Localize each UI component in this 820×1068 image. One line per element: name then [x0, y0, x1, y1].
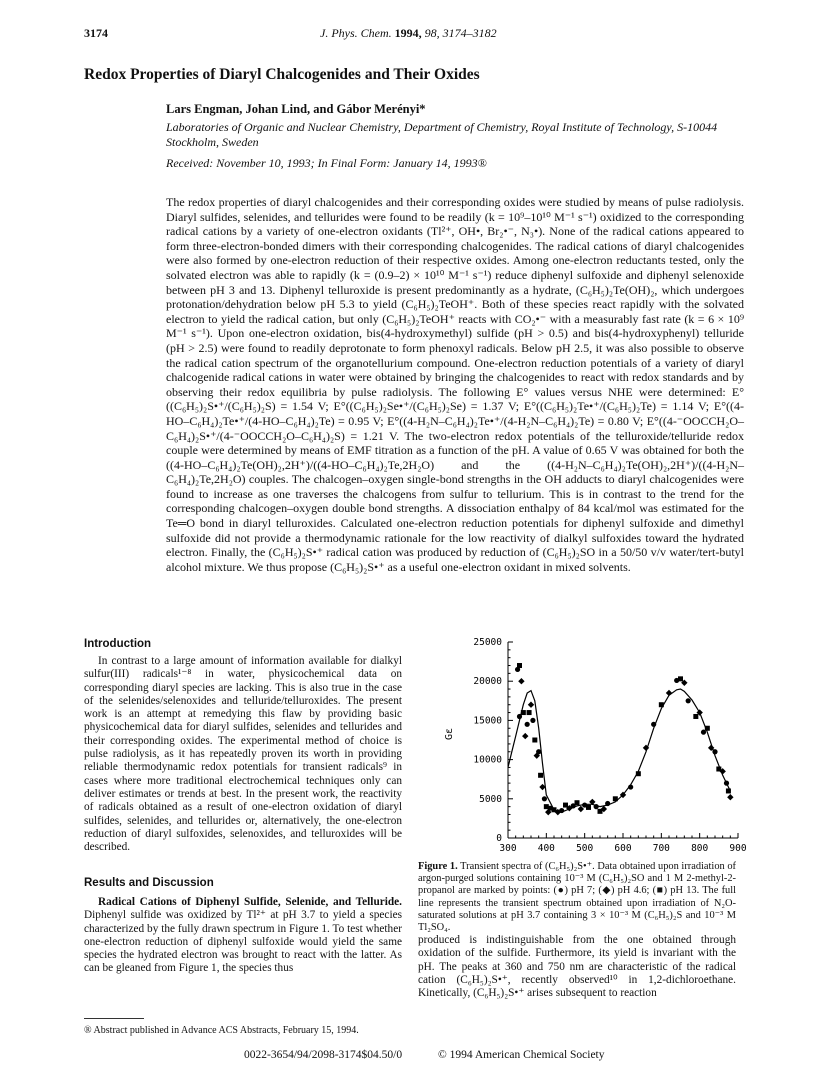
results-subheading: Radical Cations of Diphenyl Sulfide, Selenide, and Telluride.	[98, 896, 402, 908]
x-tick-label-3: 600	[614, 843, 632, 854]
x-tick-label-2: 500	[576, 843, 594, 854]
issn-line: 0022-3654/94/2098-3174$04.50/0	[244, 1049, 403, 1061]
data-point	[686, 698, 691, 703]
y-tick-label-3: 15000	[473, 715, 502, 727]
y-tick-label-5: 25000	[473, 637, 502, 648]
data-point	[727, 794, 733, 800]
data-point	[517, 663, 522, 668]
data-point	[651, 722, 656, 727]
data-point	[528, 702, 534, 708]
chart-ticks	[473, 637, 746, 854]
data-point	[518, 678, 524, 684]
data-point	[636, 771, 641, 776]
paper-title: Redox Properties of Diaryl Chalcogenides and Their Oxides	[84, 66, 480, 83]
journal-volume: 98,	[424, 26, 440, 40]
data-point	[536, 749, 541, 754]
data-point	[586, 805, 591, 810]
data-point	[659, 702, 664, 707]
y-axis-label: Gε	[444, 727, 455, 740]
x-tick-label-6: 900	[729, 843, 747, 854]
introduction-paragraph: In contrast to a large amount of information available for dialkyl sulfur(III) radicals¹⁻⁸ in water, physicochemical data on corresponding diaryl species are lacking. This is also true in the case of the selenides/selenoxides and telluride/telluroxides. The present work is an attempt at remedying this flaw by providing basic physicochemical data for diaryl sulfides, selenides and tellurides and their corresponding oxides. The experimental method of choice is pulse radiolysis, as it has repeatedly proven its worth in providing reliable thermodynamic redox potentials for transient radicals⁹ in cases where more traditional electrochemical techniques only can deliver estimates or trends at best. In the present work, the reactivity of radicals obtained as a result of one-electron oxidation of diaryl sulfides, selenides, and tellurides or, alternatively, the one-electron reduction of diaryl sulfoxides, selenoxides, and telluroxides will be described.	[84, 655, 402, 854]
copyright-line: © 1994 American Chemical Society	[438, 1049, 605, 1061]
data-point	[525, 722, 530, 727]
journal-pages: 3174–3182	[442, 26, 497, 40]
abstract: The redox properties of diaryl chalcogenides and their corresponding oxides were studied by means of pulse radiolysis. Diaryl sulfides, selenides, and tellurides were found to be readily (k = 10⁹–10¹⁰ M⁻¹ s⁻¹) oxidized to the corresponding radical cations by a variety of one-electron oxidants (Tl²⁺, OH•, Br₂•⁻, N₃•). None of the radical cations appeared to form three-electron-bonded dimers with their corresponding chalcogenides. The radical cations of diaryl chalcogenides were also formed by one-electron reduction of their respective oxides. Among one-electron reductants tested, only the solvated electron was able to rapidly (k = (0.9–2) × 10¹⁰ M⁻¹ s⁻¹) reduce diphenyl sulfoxide and diphenyl selenoxide between pH 3 and 13. Diphenyl telluroxide is present predominantly as a hydrate, (C₆H₅)₂Te(OH)₂, which undergoes protonation/dehydration below pH 5.3 to yield (C₆H₅)₂TeOH⁺. Both of these species react rapidly with the solvated electron to yield the radical cation, but only (C₆H₅)₂TeOH⁺ reacts with CO₂•⁻ with a measurably fast rate (k = 6 × 10⁹ M⁻¹ s⁻¹). Upon one-electron oxidation, bis(4-hydroxymethyl) sulfide (pH > 0.5) and bis(4-hydroxyphenyl) telluride (pH > 2.5) were found to readily deprotonate to form phenoxyl radicals. Below pH 2.5, it was also possible to observe the radical cation spectrum of the organotellurium compound. One-electron reduction potentials of a variety of diaryl chalcogenide radical cations in water were obtained by bringing the chalcogenides to react with redox standards and by observing their redox equilibria by pulse radiolysis. The following E° values versus NHE were determined: E°((C₆H₅)₂S•⁺/(C₆H₅)₂S) = 1.54 V; E°((C₆H₅)₂Se•⁺/(C₆H₅)₂Se) = 1.37 V; E°((C₆H₅)₂Te•⁺/(C₆H₅)₂Te) = 1.14 V; E°((4-HO–C₆H₄)₂Te•⁺/(4-HO–C₆H₄)₂Te) = 0.95 V; E°((4-H₂N–C₆H₄)₂Te•⁺/(4-H₂N–C₆H₄)₂Te) = 0.80 V; E°((4-⁻OOCCH₂O–C₆H₄)₂S•⁺/(4-⁻OOCCH₂O–C₆H₄)₂S) = 1.21 V. The two-electron redox potentials of the telluroxide/telluride redox couple were determined by means of EMF titration as a function of the pH. A value of 0.65 V was obtained for both the ((4-HO–C₆H₄)₂Te(OH)₂,2H⁺)/((4-HO–C₆H₄)₂Te,2H₂O) and the ((4-H₂N–C₆H₄)₂Te(OH)₂,2H⁺)/((4-H₂N–C₆H₄)₂Te,2H₂O) couples. The chalcogen–oxygen single-bond strengths in the OH adducts to diaryl chalcogenides were found to increase as one traverses the chalcogens from sulfur to tellurium. This is in contrast to the trend for the corresponding chalcogen–oxygen double bond strengths. A dissociation enthalpy of 84 kcal/mol was estimated for the Te═O bond in diaryl telluroxides. Calculated one-electron reduction potentials for diphenyl sulfoxide and dimethyl sulfoxide did not provide a thermodynamic rationale for the low reactivity of dialkyl sulfoxides toward the hydrated electron. Finally, the (C₆H₅)₂S•⁺ radical cation was produced by reduction of (C₆H₅)₂SO in a 50/50 v/v water/tert-butyl alcohol mixture. We thus propose (C₆H₅)₂S•⁺ as a useful one-electron oxidant in mixed solvents.	[166, 195, 744, 574]
x-tick-label-0: 300	[499, 843, 517, 854]
data-point	[693, 714, 698, 719]
spectrum-line	[508, 689, 730, 812]
data-point	[559, 808, 564, 813]
data-point	[628, 784, 633, 789]
figure-caption-text: Transient spectra of (C₆H₅)₂S•⁺. Data obtained upon irradiation of argon-purged solutions containing 10⁻³ M (C₆H₅)₂SO and 1 M 2-methyl-2-propanol are marked by points: (●) pH 7; (◆) pH 4.6; (■) pH 13. The full line represents the transient spectrum obtained upon irradiation of N₂O-saturated solutions at pH 3.7 containing 3 × 10⁻³ M (C₆H₅)₂S and 10⁻³ M Tl₂SO₄.	[418, 861, 737, 934]
right-column-paragraph: produced is indistinguishable from the one obtained through oxidation of the sulfide. Furthermore, its yield is invariant with the pH. The peaks at 360 and 750 nm are characteristic of the radical cation (C₆H₅)₂S•⁺, recently observed¹⁰ in 1,2-dichloroethane. Kinetically, (C₆H₅)₂S•⁺ arises subsequent to reaction	[418, 934, 736, 1000]
received-date: Received: November 10, 1993; In Final Form: January 14, 1993®	[166, 156, 487, 170]
figure-label: Figure 1.	[418, 861, 458, 872]
x-tick-label-1: 400	[537, 843, 555, 854]
authors: Lars Engman, Johan Lind, and Gábor Merényi*	[166, 102, 426, 116]
y-tick-label-4: 20000	[473, 676, 502, 688]
data-point	[530, 718, 535, 723]
data-point	[678, 676, 683, 681]
data-point	[613, 796, 618, 801]
data-point	[726, 788, 731, 793]
data-point	[575, 800, 580, 805]
footnote: ® Abstract published in Advance ACS Abstracts, February 15, 1994.	[84, 1025, 359, 1036]
figure-caption	[418, 861, 736, 934]
results-paragraph	[84, 896, 402, 976]
data-point	[542, 796, 547, 801]
footnote-divider	[84, 1018, 144, 1019]
data-point	[605, 801, 610, 806]
results-body: Diphenyl sulfide was oxidized by Tl²⁺ at pH 3.7 to yield a species characterized by the fully drawn spectrum in Figure 1. To test whether one-electron reduction of diphenyl sulfoxide would yield the same species the hydrated electron was brought to react with the latter. As can be gleaned from Figure 1, the species thus	[84, 909, 402, 975]
data-point	[532, 738, 537, 743]
data-point	[724, 781, 729, 786]
section-heading-introduction: Introduction	[84, 638, 152, 650]
data-point	[522, 733, 528, 739]
data-point	[538, 773, 543, 778]
data-point	[521, 710, 526, 715]
page-number: 3174	[84, 26, 108, 40]
data-point	[563, 803, 568, 808]
data-point	[666, 690, 672, 696]
x-tick-label-4: 700	[652, 843, 670, 854]
figure-1-chart	[440, 630, 750, 855]
chart-axes	[508, 642, 738, 838]
data-point	[712, 749, 717, 754]
journal-year: 1994,	[394, 26, 422, 40]
journal-name: J. Phys. Chem.	[320, 26, 392, 40]
section-heading-results: Results and Discussion	[84, 877, 214, 889]
y-tick-label-0: 0	[496, 833, 502, 844]
y-tick-label-2: 10000	[473, 754, 502, 766]
data-point	[594, 804, 599, 809]
x-tick-label-5: 800	[691, 843, 709, 854]
affiliation: Laboratories of Organic and Nuclear Chemistry, Department of Chemistry, Royal Institute of Technology, S-10044 Stockholm, Sweden	[166, 120, 718, 149]
data-point	[705, 726, 710, 731]
y-tick-label-1: 5000	[479, 793, 502, 805]
journal-reference	[320, 26, 560, 41]
data-point	[527, 710, 532, 715]
